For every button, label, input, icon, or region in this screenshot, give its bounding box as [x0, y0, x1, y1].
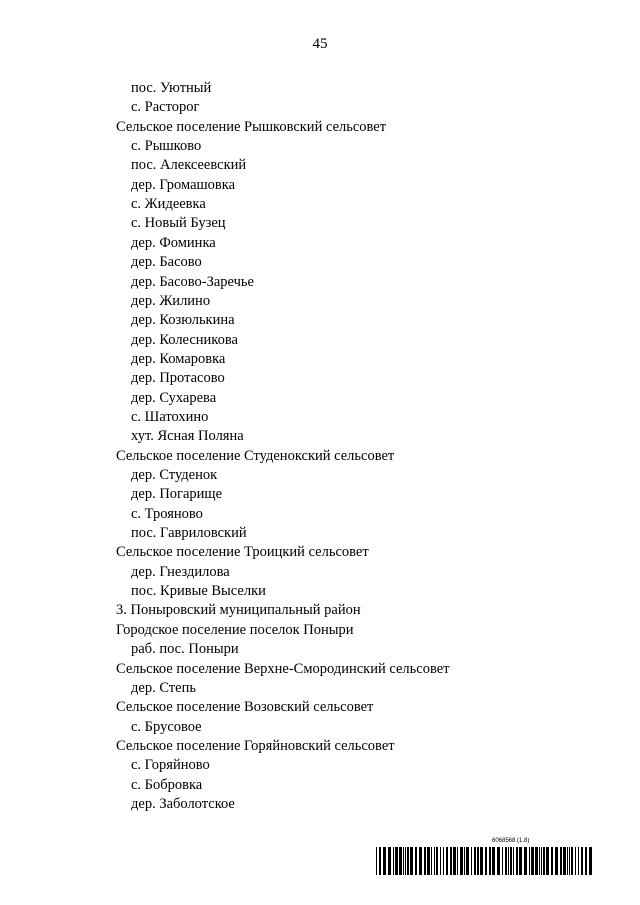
- barcode-bar: [585, 847, 587, 875]
- barcode-bar: [492, 847, 495, 875]
- barcode-bar: [427, 847, 430, 875]
- barcode-bar: [474, 847, 476, 875]
- settlement-item: дер. Протасово: [131, 370, 225, 387]
- settlement-item: пос. Кривые Выселки: [131, 583, 266, 600]
- settlement-item: дер. Жилино: [131, 292, 211, 309]
- barcode: [376, 847, 594, 875]
- settlement-item: дер. Фоминка: [131, 234, 216, 251]
- barcode-bar: [529, 847, 530, 875]
- barcode-bar: [460, 847, 463, 875]
- barcode-bar: [379, 847, 381, 875]
- barcode-bar: [450, 847, 452, 875]
- barcode-bar: [466, 847, 469, 875]
- barcode-bar: [567, 847, 568, 875]
- barcode-bar: [510, 847, 512, 875]
- page-number: 45: [312, 36, 328, 52]
- settlement-item: дер. Громашовка: [131, 176, 236, 193]
- barcode-bar: [443, 847, 444, 875]
- barcode-bar: [497, 847, 500, 875]
- barcode-bar: [434, 847, 435, 875]
- settlement-item: пос. Гавриловский: [131, 525, 247, 542]
- barcode-bar: [575, 847, 576, 875]
- barcode-bar: [581, 847, 583, 875]
- barcode-bar: [388, 847, 391, 875]
- barcode-bar: [563, 847, 566, 875]
- barcode-bar: [480, 847, 483, 875]
- section-heading: Сельское поселение Возовский сельсовет: [116, 699, 374, 716]
- barcode-bar: [403, 847, 404, 875]
- settlement-item: с. Новый Бузец: [131, 215, 226, 232]
- section-heading: Городское поселение поселок Поныри: [116, 621, 354, 638]
- barcode-bar: [393, 847, 394, 875]
- settlement-item: раб. пос. Поныри: [131, 641, 239, 658]
- barcode-bar: [436, 847, 438, 875]
- barcode-bar: [440, 847, 441, 875]
- settlement-item: дер. Погарище: [131, 486, 223, 503]
- barcode-bar: [399, 847, 402, 875]
- barcode-bar: [383, 847, 386, 875]
- barcode-bar: [519, 847, 522, 875]
- barcode-bar: [505, 847, 507, 875]
- settlement-item: пос. Алексеевский: [131, 157, 247, 174]
- section-heading: 3. Поныровский муниципальный район: [116, 602, 361, 619]
- settlement-item: дер. Басово-Заречье: [131, 273, 254, 290]
- barcode-bar: [424, 847, 426, 875]
- barcode-bar: [516, 847, 518, 875]
- barcode-bar: [535, 847, 538, 875]
- barcode-bar: [471, 847, 472, 875]
- barcode-bar: [524, 847, 527, 875]
- barcode-bar: [502, 847, 503, 875]
- barcode-bar: [453, 847, 456, 875]
- settlement-item: дер. Степь: [131, 679, 196, 696]
- barcode-bar: [513, 847, 514, 875]
- settlement-item: с. Рышково: [131, 138, 202, 155]
- settlement-item: с. Жидеевка: [131, 196, 206, 213]
- barcode-bar: [589, 847, 592, 875]
- barcode-bar: [531, 847, 534, 875]
- barcode-bar: [376, 847, 377, 875]
- barcode-bar: [464, 847, 465, 875]
- barcode-bar: [395, 847, 398, 875]
- barcode-bar: [410, 847, 413, 875]
- barcode-bar: [419, 847, 422, 875]
- barcode-bar: [551, 847, 553, 875]
- settlement-item: с. Трояново: [131, 505, 203, 522]
- settlement-item: дер. Заболотское: [131, 795, 235, 812]
- settlement-item: с. Брусовое: [131, 718, 202, 735]
- barcode-bar: [485, 847, 487, 875]
- section-heading: Сельское поселение Троицкий сельсовет: [116, 544, 369, 561]
- barcode-bar: [405, 847, 406, 875]
- settlement-item: дер. Козюлькина: [131, 312, 235, 329]
- settlement-item: дер. Басово: [131, 254, 202, 271]
- barcode-bar: [508, 847, 509, 875]
- barcode-bar: [539, 847, 540, 875]
- barcode-bar: [546, 847, 549, 875]
- barcode-bar: [431, 847, 432, 875]
- barcode-bar: [560, 847, 562, 875]
- settlement-item: с. Расторог: [131, 99, 200, 116]
- settlement-item: с. Шатохино: [131, 408, 209, 425]
- barcode-bar: [578, 847, 579, 875]
- barcode-bar: [446, 847, 448, 875]
- settlement-item: с. Горяйново: [131, 757, 210, 774]
- settlement-item: дер. Сухарева: [131, 389, 217, 406]
- barcode-bar: [477, 847, 479, 875]
- barcode-bar: [555, 847, 558, 875]
- barcode-bar: [407, 847, 409, 875]
- settlement-item: дер. Колесникова: [131, 331, 238, 348]
- settlement-item: хут. Ясная Поляна: [131, 428, 244, 445]
- settlement-item: пос. Уютный: [131, 80, 212, 96]
- barcode-bar: [543, 847, 545, 875]
- section-heading: Сельское поселение Студенокский сельсовет: [116, 447, 395, 464]
- barcode-bar: [457, 847, 458, 875]
- document-code: 6068568 (1.8): [492, 838, 530, 844]
- section-heading: Сельское поселение Горяйновский сельсовет: [116, 737, 395, 754]
- barcode-bar: [489, 847, 491, 875]
- section-heading: Сельское поселение Верхне-Смородинский сельсовет: [116, 660, 450, 677]
- barcode-bar: [571, 847, 573, 875]
- barcode-bar: [415, 847, 417, 875]
- barcode-bar: [541, 847, 542, 875]
- barcode-bar: [569, 847, 570, 875]
- settlement-item: дер. Гнездилова: [131, 563, 230, 580]
- section-heading: Сельское поселение Рышковский сельсовет: [116, 118, 387, 135]
- settlement-item: дер. Комаровка: [131, 350, 226, 367]
- settlement-item: с. Бобровка: [131, 776, 203, 793]
- settlement-item: дер. Студенок: [131, 467, 218, 483]
